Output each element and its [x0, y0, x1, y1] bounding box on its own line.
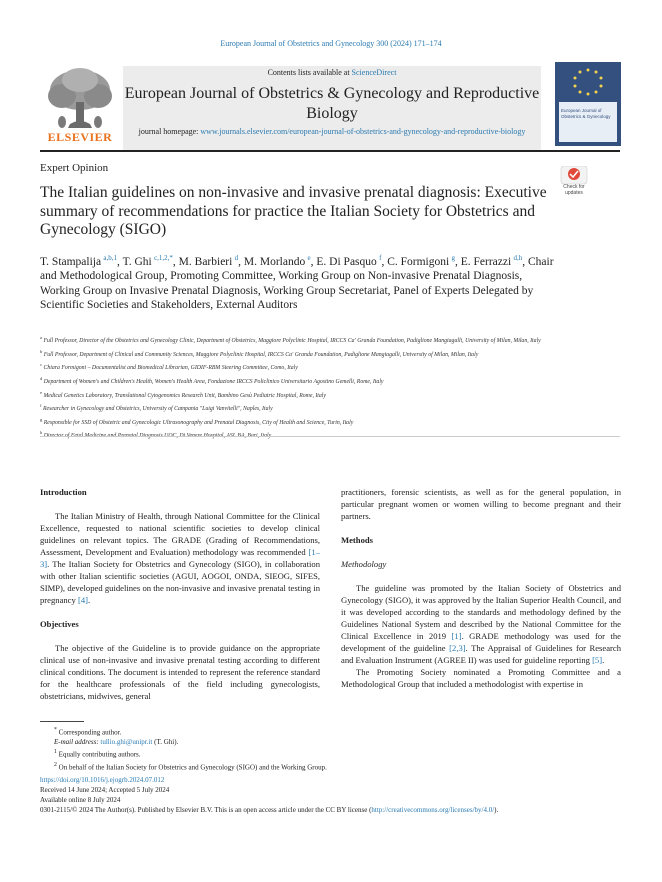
paragraph: [40, 510, 320, 606]
footnote-marker: 1: [54, 749, 57, 756]
asterisk-marker: *: [54, 727, 57, 733]
author-affiliation-marker[interactable]: d: [234, 254, 239, 262]
citation-link[interactable]: [4]: [77, 595, 88, 605]
affiliation-text: Chiara Formigoni – Documentalist and Biomedical Librarian, GIDIF-RBM Steering Committee, Como, Italy: [43, 365, 298, 372]
affiliation-item: [40, 415, 580, 429]
affiliation-marker: g: [40, 416, 43, 422]
check-for-updates-label[interactable]: Check for updates: [563, 184, 585, 196]
affiliation-text: Responsible for SSD of Obstetric and Gynecologic Ultrasonography and Prenatal Diagnosis, City of Health and Science, Turin, Italy: [43, 419, 354, 426]
author-affiliation-marker[interactable]: g: [451, 254, 455, 262]
doi-link[interactable]: https://doi.org/10.1016/j.ejogrb.2024.07.012: [40, 776, 165, 784]
author[interactable]: C. Formigoni: [387, 255, 450, 268]
cover-title: European Journal of Obstetrics & Gynecology: [561, 108, 611, 119]
subsection-heading-methodology: Methodology: [341, 559, 387, 569]
affiliation-marker: e: [40, 389, 42, 395]
footnote-text: (T. Ghi).: [152, 738, 179, 747]
affiliation-marker: f: [40, 403, 42, 409]
affiliation-item: [40, 401, 580, 415]
citation-link[interactable]: [5]: [592, 655, 603, 665]
elsevier-wordmark: ELSEVIER: [47, 130, 113, 144]
affiliation-text: Full Professor, Director of the Obstetrics and Gynecology Clinic, Department of Obstetrics, Maggiore Polyclinic Hospital, IRCCS Ca' Granda Foundation, Padiglione Mangiagalli, University of Milan, Milan, Italy: [43, 337, 541, 344]
affiliations: [40, 333, 580, 442]
homepage-prefix: journal homepage:: [138, 127, 201, 136]
section-heading-introduction: Introduction: [40, 487, 87, 497]
journal-cover-thumbnail[interactable]: [555, 62, 621, 146]
footnote-1: [40, 747, 620, 759]
author[interactable]: T. Stampalija: [40, 255, 102, 268]
affiliation-marker: c: [40, 362, 42, 368]
author[interactable]: E. Di Pasquo: [316, 255, 377, 268]
license-link[interactable]: http://creativecommons.org/licenses/by/4.0/: [371, 806, 495, 814]
citation-link[interactable]: [1]: [451, 631, 462, 641]
affiliation-marker: d: [40, 375, 43, 381]
publication-info: [40, 775, 630, 815]
affiliation-text: Full Professor, Department of Clinical and Community Sciences, Maggiore Polyclinic Hospital, IRCCS Ca' Granda Foundation, Padiglione Mangiagalli, University of Milan, Milan, Italy: [43, 351, 479, 358]
homepage-link[interactable]: www.journals.elsevier.com/european-journal-of-obstetrics-and-gynecology-and-reproductive-biology: [200, 127, 526, 136]
paragraph: practitioners, forensic scientists, as well as for the general population, in particular pregnant women or women willing to become pregnant and their partners.: [341, 487, 621, 521]
paragraph: [341, 582, 621, 666]
body-column-right: [341, 486, 621, 690]
author-affiliation-marker[interactable]: d,h: [513, 254, 523, 262]
author[interactable]: E. Ferrazzi: [460, 255, 512, 268]
footnote-corresponding: [40, 725, 620, 737]
affiliation-item: [40, 333, 580, 347]
affiliation-marker: b: [40, 348, 43, 354]
sciencedirect-link[interactable]: ScienceDirect: [351, 68, 397, 77]
footnote-email: [40, 737, 620, 747]
paragraph: The objective of the Guideline is to provide guidance on the appropriate clinical use of non-invasive and invasive prenatal testing according to different clinical conditions. The document is intended to represent the reference standard for the healthcare professionals of the field including gynecologists, obstetricians, midwives, general: [40, 643, 320, 701]
footnote-text: Corresponding author.: [58, 728, 122, 737]
spacer: [341, 522, 621, 534]
cover-stars-graphic: [555, 62, 621, 102]
section-heading-methods: Methods: [341, 535, 373, 545]
author-affiliation-marker[interactable]: f: [379, 254, 382, 262]
author-affiliation-marker[interactable]: c,1,2,*: [154, 254, 173, 262]
received-dates: Received 14 June 2024; Accepted 5 July 2024: [40, 786, 170, 794]
email-link[interactable]: tullio.ghi@unipr.it: [100, 738, 153, 747]
contents-prefix: Contents lists available at: [267, 68, 352, 77]
available-date: Available online 8 July 2024: [40, 796, 121, 804]
footnote-marker: 2: [54, 761, 57, 768]
author-affiliation-marker[interactable]: a,b,1: [103, 254, 118, 262]
license-text: 0301-2115/© 2024 The Author(s). Published by Elsevier B.V. This is an open access article under the CC BY license (: [40, 806, 372, 814]
author-groups: Chair and Methodological Group, Promoting Committee, Working Group on Non-invasive Prenatal Diagnosis, Working Group on Invasive Prenatal Diagnosis, Working Group Secretariat, Panel of Experts Delegated by Scientific Societies and Stakeholders, External Auditors: [40, 255, 554, 312]
affiliation-item: [40, 360, 580, 374]
paragraph: The Promoting Society nominated a Promoting Committee and a Methodological Group that included a methodologist with expertise in: [341, 667, 621, 689]
contents-line: [123, 68, 541, 77]
author-affiliation-marker[interactable]: e: [307, 254, 311, 262]
affiliation-item: [40, 347, 580, 361]
paragraph-text: The Italian Ministry of Health, through National Committee for the Clinical Excellence, requested to national scientific societies to develop clinical guidelines on relevant topics. The GRADE (Grading of Recommendations, Assessment, Development and Evaluation) methodology was recommended: [40, 511, 320, 557]
affiliation-marker: h: [40, 430, 43, 436]
body-column-left: [40, 486, 320, 702]
email-label: E-mail address:: [54, 738, 101, 747]
paragraph-text: . The Italian Society for Obstetrics and Gynecology (SIGO), in collaboration with other Italian scientific societies (AGUI, AOGOI, ONDA, SIEOG, SIFES, SIMP), developed guidelines on the non-invasive and invasive prenatal testing in pregnancy: [40, 559, 320, 605]
citation-link[interactable]: [1–3]: [40, 547, 320, 569]
author[interactable]: M. Barbieri: [178, 255, 233, 268]
journal-title: European Journal of Obstetrics & Gynecology and Reproductive Biology: [124, 85, 540, 122]
spacer: [40, 606, 320, 618]
journal-homepage: [123, 127, 541, 137]
paragraph-text: .: [602, 655, 605, 665]
license-text: ).: [494, 806, 499, 814]
header-divider: [40, 150, 620, 152]
affiliation-text: Researcher in Gynecology and Obstetrics, University of Campania "Luigi Vanvitelli", Naples, Italy: [42, 406, 273, 413]
author-list: T. Stampalija $^{a,b,1}$, T. Ghi $^{c,1,2,*}$, M. Barbieri $^d$, M. Morlando $^e$, E. Di Pasquo $^f$, C. Formigoni $^g$, E. Ferrazzi $^{d,h}$, Chair and Methodological Group, Promoting Committee, Working Group on Non-invasive Prenatal Diagnosis, Working Group on Invasive Prenatal Diagnosis, Working Group Secretariat, Panel of Experts Delegated by Scientific Societies and Stakeholders, External Auditors: [40, 254, 554, 312]
affiliation-text: Department of Women's and Children's Health, Women's Health Area, Fondazione IRCCS Policlinico Universitario Agostino Gemelli, Rome, Italy: [43, 378, 384, 385]
author[interactable]: M. Morlando: [243, 255, 306, 268]
footnote-2: [40, 760, 620, 772]
paragraph-text: . GRADE methodology was used for the development of the guideline: [341, 631, 621, 653]
license-line: [40, 805, 630, 815]
paragraph-text: The guideline was promoted by the Italian Society of Obstetrics and Gynecology (SIGO), it was approved by the Italian Superior Health Council, and it was developed according to the standards and methodology defined by the Guidelines National System and described by the National Committee for the Clinical Excellence in 2019: [341, 583, 621, 641]
section-heading-objectives: Objectives: [40, 619, 79, 629]
footnotes: [40, 725, 620, 772]
affiliation-item: [40, 388, 580, 402]
article-title: The Italian guidelines on non-invasive and invasive prenatal diagnosis: Executive summary of recommendations for practice the Italian Society for Obstetrics and Gynecology (SIGO): [40, 184, 547, 238]
article-type: Expert Opinion: [40, 162, 109, 174]
affiliations-divider: [40, 436, 620, 437]
affiliation-marker: a: [40, 335, 42, 340]
affiliation-item: [40, 374, 580, 388]
paragraph-text: .: [87, 595, 91, 605]
author[interactable]: T. Ghi: [122, 255, 152, 268]
footnote-text: Equally contributing authors.: [58, 750, 141, 759]
paragraph-text: . The Appraisal of Guidelines for Research and Evaluation Instrument (AGREE II) was used for guideline reporting: [341, 643, 621, 665]
footnote-text: On behalf of the Italian Society for Obstetrics and Gynecology (SIGO) and the Working Group.: [58, 762, 327, 771]
affiliation-text: Medical Genetics Laboratory, Translational Cytogenomics Research Unit, Bambino Gesù Pediatric Hospital, Rome, Italy: [43, 392, 326, 399]
citation-link[interactable]: [2,3]: [449, 643, 466, 653]
footnote-rule: [40, 721, 84, 722]
journal-reference[interactable]: European Journal of Obstetrics and Gynecology 300 (2024) 171–174: [220, 39, 442, 48]
